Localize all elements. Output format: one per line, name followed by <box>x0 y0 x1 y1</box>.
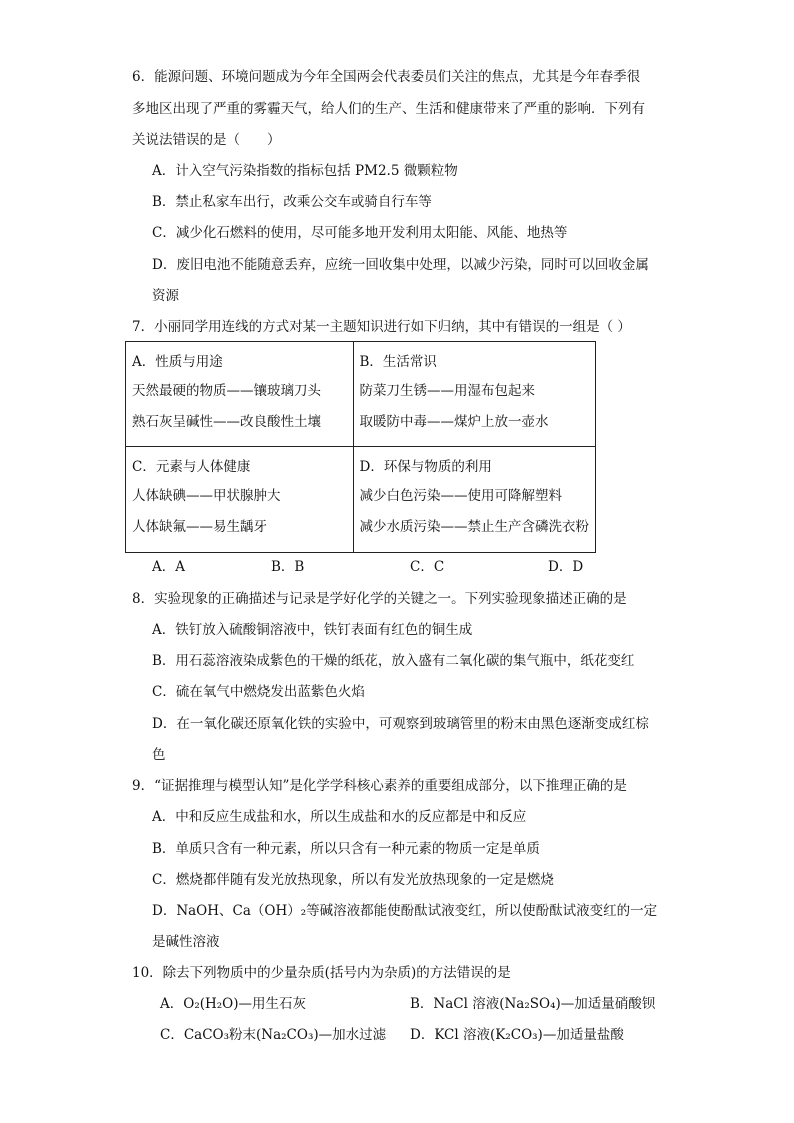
q8-option-b: B．用石蕊溶液染成紫色的干燥的纸花，放入盛有二氧化碳的集气瓶中，纸花变红 <box>152 653 635 669</box>
q7-cell-d-line-2: 减少水质污染——禁止生产含磷洗衣粉 <box>359 519 589 535</box>
q7-cell-a <box>126 342 354 447</box>
q7-cell-d-line-1: 减少白色污染——使用可降解塑料 <box>359 488 562 504</box>
q10-stem: 10．除去下列物质中的少量杂质(括号内为杂质)的方法错误的是 <box>132 965 511 981</box>
q7-cell-c-title: C．元素与人体健康 <box>132 459 251 475</box>
q9-option-a: A．中和反应生成盐和水，所以生成盐和水的反应都是中和反应 <box>152 809 527 825</box>
q8-option-c: C．硫在氧气中燃烧发出蓝紫色火焰 <box>152 684 365 700</box>
q9-stem: 9．“证据推理与模型认知”是化学学科核心素养的重要组成部分，以下推理正确的是 <box>132 778 627 794</box>
q6-stem-line-3: 关说法错误的是（ ） <box>132 132 281 148</box>
q7-cell-c-line-2: 人体缺氟——易生龋牙 <box>132 519 267 535</box>
q9-option-d-cont: 是碱性溶液 <box>152 934 220 950</box>
q7-stem: 7．小丽同学用连线的方式对某一主题知识进行如下归纳，其中有错误的一组是（ ） <box>132 319 631 335</box>
q7-choice-b: B．B <box>271 559 305 575</box>
q7-cell-c <box>126 447 354 553</box>
q7-cell-b-line-2: 取暖防中毒——煤炉上放一壶水 <box>359 414 549 430</box>
q7-cell-d <box>353 447 596 553</box>
q7-choice-c: C．C <box>410 559 445 575</box>
q7-choice-a: A．A <box>152 559 185 575</box>
q6-stem-line-2: 多地区出现了严重的雾霾天气，给人们的生产、生活和健康带来了严重的影响．下列有 <box>132 101 645 117</box>
q7-cell-b-line-1: 防菜刀生锈——用湿布包起来 <box>359 383 535 399</box>
q8-option-a: A．铁钉放入硫酸铜溶液中，铁钉表面有红色的铜生成 <box>152 622 473 638</box>
q7-cell-a-line-1: 天然最硬的物质——镶玻璃刀头 <box>132 383 321 399</box>
q10-option-d: D．KCl 溶液(K₂CO₃)—加适量盐酸 <box>410 1027 624 1043</box>
q7-cell-c-line-1: 人体缺碘——甲状腺肿大 <box>132 488 281 504</box>
q7-table <box>125 341 596 553</box>
q9-option-b: B．单质只含有一种元素，所以只含有一种元素的物质一定是单质 <box>152 841 540 857</box>
q9-option-d: D．NaOH、Ca（OH）₂等碱溶液都能使酚酞试液变红，所以使酚酞试液变红的一定 <box>152 903 658 919</box>
q7-cell-b-title: B．生活常识 <box>359 354 437 370</box>
q7-cell-a-title: A．性质与用途 <box>132 354 223 370</box>
q7-cell-b <box>353 342 596 447</box>
q6-option-c: C．减少化石燃料的使用，尽可能多地开发利用太阳能、风能、地热等 <box>152 225 568 241</box>
q7-cell-a-line-2: 熟石灰呈碱性——改良酸性土壤 <box>132 414 321 430</box>
q8-option-d: D．在一氧化碳还原氧化铁的实验中，可观察到玻璃管里的粉末由黑色逐渐变成红棕 <box>152 716 649 732</box>
q8-option-d-cont: 色 <box>152 747 166 763</box>
q6-option-d: D．废旧电池不能随意丢弃，应统一回收集中处理，以减少污染，同时可以回收金属 <box>152 257 649 273</box>
q10-option-b: B．NaCl 溶液(Na₂SO₄)—加适量硝酸钡 <box>410 996 656 1012</box>
q6-stem-line-1: 6．能源问题、环境问题成为今年全国两会代表委员们关注的焦点，尤其是今年春季很 <box>132 69 641 85</box>
q7-choice-d: D．D <box>548 559 584 575</box>
q6-option-d-cont: 资源 <box>152 288 179 304</box>
q7-cell-d-title: D．环保与物质的利用 <box>359 459 492 475</box>
q8-stem: 8．实验现象的正确描述与记录是学好化学的关键之一。下列实验现象描述正确的是 <box>132 591 627 607</box>
q9-option-c: C．燃烧都伴随有发光放热现象，所以有发光放热现象的一定是燃烧 <box>152 872 554 888</box>
q10-option-c: C．CaCO₃粉末(Na₂CO₃)—加水过滤 <box>160 1027 387 1043</box>
q6-option-a: A．计入空气污染指数的指标包括 PM2.5 微颗粒物 <box>152 163 458 179</box>
q6-option-b: B．禁止私家车出行，改乘公交车或骑自行车等 <box>152 194 432 210</box>
q10-option-a: A．O₂(H₂O)—用生石灰 <box>160 996 307 1012</box>
